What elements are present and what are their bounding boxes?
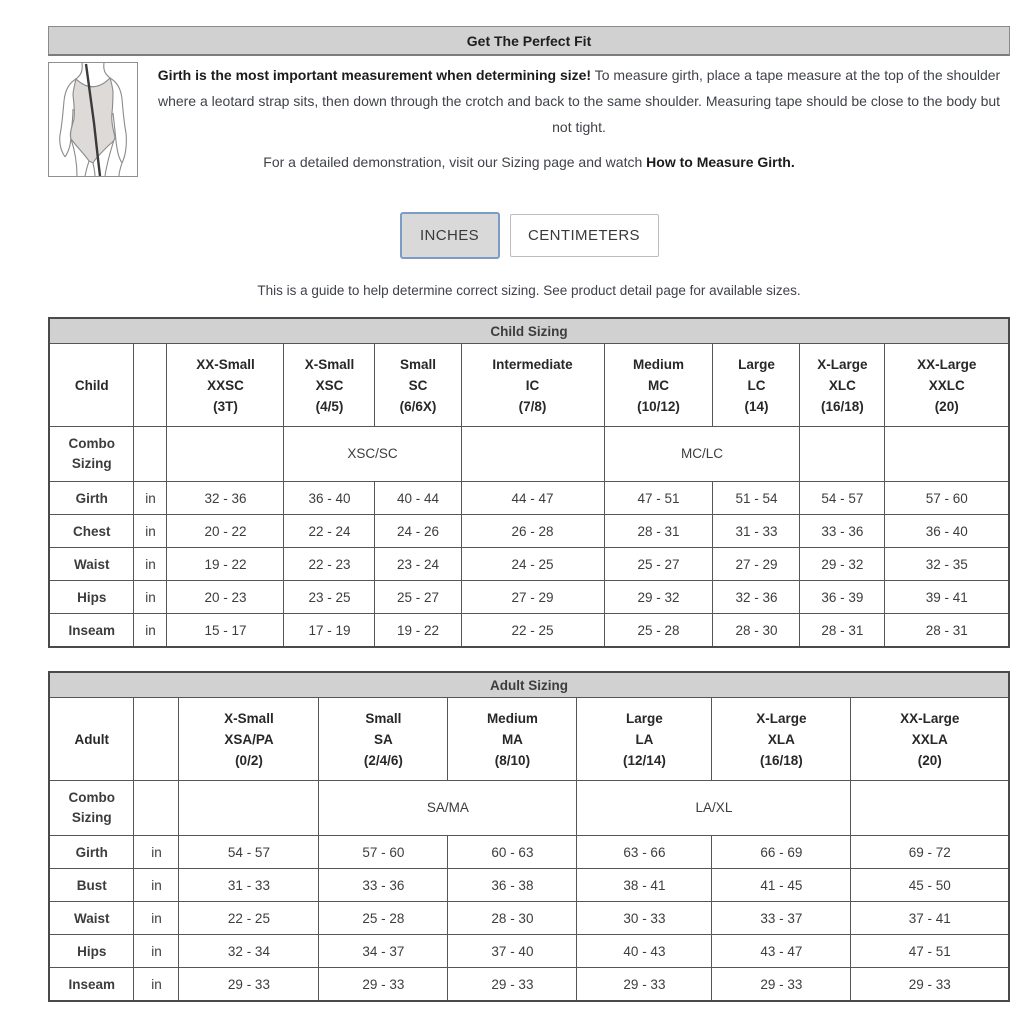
column-header-line: X-Small <box>304 356 355 372</box>
size-range-cell: 28 - 31 <box>885 614 1009 648</box>
size-range-cell: 20 - 22 <box>167 515 284 548</box>
column-header-line: (12/14) <box>623 752 666 768</box>
column-header-line: (0/2) <box>235 752 263 768</box>
table-row-label: Child <box>49 344 134 427</box>
unit-cell: in <box>134 869 179 902</box>
adult-sizing-table-container <box>48 671 1010 1002</box>
size-range-cell: 28 - 30 <box>713 614 800 648</box>
size-range-cell: 29 - 32 <box>800 548 885 581</box>
size-range-cell: 28 - 31 <box>604 515 713 548</box>
column-header-line: X-Small <box>224 710 274 726</box>
size-range-cell: 39 - 41 <box>885 581 1009 614</box>
column-header-line: (6/6X) <box>399 398 437 414</box>
measurement-row <box>49 614 1009 648</box>
size-range-cell: 22 - 25 <box>461 614 604 648</box>
size-range-cell: 33 - 37 <box>712 902 851 935</box>
unit-cell <box>134 781 179 836</box>
size-range-cell: 37 - 41 <box>851 902 1009 935</box>
measurement-label: Girth <box>49 836 134 869</box>
measurement-label: Inseam <box>49 968 134 1002</box>
size-range-cell: 66 - 69 <box>712 836 851 869</box>
size-range-cell: 36 - 39 <box>800 581 885 614</box>
measurement-row <box>49 836 1009 869</box>
size-range-cell: 26 - 28 <box>461 515 604 548</box>
combo-sizing-row <box>49 427 1009 482</box>
size-range-cell: 28 - 30 <box>448 902 577 935</box>
size-range-cell: 36 - 38 <box>448 869 577 902</box>
size-range-cell: 38 - 41 <box>577 869 712 902</box>
column-header-line: XXLA <box>911 731 948 747</box>
column-header-cell <box>851 698 1009 781</box>
size-range-cell: 31 - 33 <box>713 515 800 548</box>
column-header-line: Medium <box>633 356 685 372</box>
measurement-row <box>49 482 1009 515</box>
girth-instructions <box>148 62 1010 140</box>
column-header-line: SC <box>408 377 428 393</box>
unit-cell: in <box>134 902 179 935</box>
column-header-line: MC <box>648 377 669 393</box>
column-header-cell <box>577 698 712 781</box>
unit-cell: in <box>134 581 167 614</box>
column-header-line: LA <box>635 731 654 747</box>
unit-cell <box>134 427 167 482</box>
size-range-cell: 44 - 47 <box>461 482 604 515</box>
demo-note-bold: How to Measure Girth. <box>646 154 795 170</box>
unit-cell: in <box>134 482 167 515</box>
unit-cell: in <box>134 836 179 869</box>
size-range-cell: 54 - 57 <box>179 836 319 869</box>
size-range-cell: 32 - 36 <box>167 482 284 515</box>
unit-header-cell <box>134 344 167 427</box>
column-header-row <box>49 344 1009 427</box>
column-header-line: XXSC <box>207 377 244 393</box>
measurement-label: Inseam <box>49 614 134 648</box>
demo-note <box>48 154 1010 170</box>
table-row-label: Adult <box>49 698 134 781</box>
combo-sizing-cell: LA/XL <box>577 781 851 836</box>
size-range-cell: 43 - 47 <box>712 935 851 968</box>
intro-section <box>48 62 1010 183</box>
size-range-cell: 29 - 33 <box>319 968 448 1002</box>
unit-header-cell <box>134 698 179 781</box>
measurement-label: Waist <box>49 902 134 935</box>
column-header-line: XX-Large <box>917 356 977 372</box>
measurement-row <box>49 935 1009 968</box>
size-range-cell: 45 - 50 <box>851 869 1009 902</box>
size-range-cell: 33 - 36 <box>319 869 448 902</box>
size-range-cell: 30 - 33 <box>577 902 712 935</box>
column-header-line: Medium <box>486 710 538 726</box>
size-range-cell: 47 - 51 <box>604 482 713 515</box>
size-range-cell: 19 - 22 <box>167 548 284 581</box>
size-range-cell: 24 - 26 <box>375 515 461 548</box>
size-range-cell: 54 - 57 <box>800 482 885 515</box>
combo-sizing-cell <box>179 781 319 836</box>
size-range-cell: 25 - 27 <box>375 581 461 614</box>
column-header-line: XSC <box>315 377 344 393</box>
size-range-cell: 29 - 33 <box>712 968 851 1002</box>
size-range-cell: 32 - 35 <box>885 548 1009 581</box>
adult-sizing-table <box>48 671 1010 1002</box>
size-range-cell: 32 - 36 <box>713 581 800 614</box>
size-range-cell: 60 - 63 <box>448 836 577 869</box>
combo-sizing-cell <box>851 781 1009 836</box>
size-range-cell: 15 - 17 <box>167 614 284 648</box>
size-range-cell: 69 - 72 <box>851 836 1009 869</box>
table-title: Child Sizing <box>49 318 1009 344</box>
inches-button[interactable]: INCHES <box>400 212 500 259</box>
size-range-cell: 33 - 36 <box>800 515 885 548</box>
column-header-cell <box>319 698 448 781</box>
column-header-line: (7/8) <box>518 398 547 414</box>
size-range-cell: 19 - 22 <box>375 614 461 648</box>
measurement-row <box>49 548 1009 581</box>
column-header-line: X-Large <box>817 356 868 372</box>
column-header-line: XLA <box>767 731 795 747</box>
measurement-row <box>49 581 1009 614</box>
combo-sizing-cell <box>885 427 1009 482</box>
size-range-cell: 25 - 27 <box>604 548 713 581</box>
column-header-cell <box>800 344 885 427</box>
combo-sizing-label: Combo Sizing <box>49 781 134 836</box>
size-range-cell: 29 - 33 <box>851 968 1009 1002</box>
size-range-cell: 29 - 33 <box>179 968 319 1002</box>
column-header-cell <box>448 698 577 781</box>
measurement-row <box>49 515 1009 548</box>
column-header-line: Small <box>365 710 402 726</box>
measurement-label: Bust <box>49 869 134 902</box>
measurement-row <box>49 902 1009 935</box>
combo-sizing-cell <box>461 427 604 482</box>
child-sizing-table <box>48 317 1010 648</box>
unit-cell: in <box>134 968 179 1002</box>
size-range-cell: 29 - 32 <box>604 581 713 614</box>
column-header-line: (2/4/6) <box>363 752 403 768</box>
size-range-cell: 31 - 33 <box>179 869 319 902</box>
measurement-label: Waist <box>49 548 134 581</box>
centimeters-button[interactable]: CENTIMETERS <box>510 214 659 257</box>
column-header-cell <box>713 344 800 427</box>
size-range-cell: 20 - 23 <box>167 581 284 614</box>
size-range-cell: 37 - 40 <box>448 935 577 968</box>
combo-sizing-cell: SA/MA <box>319 781 577 836</box>
column-header-cell <box>284 344 375 427</box>
combo-sizing-label: Combo Sizing <box>49 427 134 482</box>
size-range-cell: 22 - 23 <box>284 548 375 581</box>
column-header-line: XX-Small <box>196 356 255 372</box>
column-header-line: (16/18) <box>821 398 864 414</box>
unit-cell: in <box>134 614 167 648</box>
girth-instructions-rest: To measure girth, place a tape measure at the top of the shoulder where a leotard strap sits, then down through the crotch and back to the same shoulder. Measuring tape should be close to the body but not tight. <box>157 67 1001 135</box>
size-range-cell: 51 - 54 <box>713 482 800 515</box>
size-range-cell: 25 - 28 <box>604 614 713 648</box>
column-header-cell <box>885 344 1009 427</box>
column-header-row <box>49 698 1009 781</box>
table-title-row <box>49 672 1009 698</box>
column-header-line: (3T) <box>213 398 238 414</box>
size-range-cell: 32 - 34 <box>179 935 319 968</box>
measurement-label: Girth <box>49 482 134 515</box>
column-header-cell <box>375 344 461 427</box>
size-range-cell: 17 - 19 <box>284 614 375 648</box>
combo-sizing-cell <box>167 427 284 482</box>
combo-sizing-cell: MC/LC <box>604 427 800 482</box>
column-header-cell <box>167 344 284 427</box>
unit-cell: in <box>134 515 167 548</box>
column-header-line: Small <box>399 356 436 372</box>
size-range-cell: 36 - 40 <box>885 515 1009 548</box>
demo-note-text: For a detailed demonstration, visit our Sizing page and watch <box>263 154 647 170</box>
size-range-cell: 57 - 60 <box>885 482 1009 515</box>
unit-cell: in <box>134 935 179 968</box>
size-range-cell: 40 - 44 <box>375 482 461 515</box>
size-guide-page <box>48 26 1010 1002</box>
column-header-line: (20) <box>917 752 942 768</box>
combo-sizing-cell <box>800 427 885 482</box>
column-header-line: X-Large <box>756 710 807 726</box>
girth-instructions-bold: Girth is the most important measurement when determining size! <box>157 67 592 83</box>
column-header-line: IC <box>525 377 540 393</box>
guide-note: This is a guide to help determine correct sizing. See product detail page for available sizes. <box>257 283 801 298</box>
table-title: Adult Sizing <box>49 672 1009 698</box>
size-range-cell: 23 - 25 <box>284 581 375 614</box>
size-range-cell: 24 - 25 <box>461 548 604 581</box>
size-range-cell: 28 - 31 <box>800 614 885 648</box>
column-header-cell <box>712 698 851 781</box>
page-title: Get The Perfect Fit <box>48 26 1010 56</box>
column-header-line: Large <box>626 710 663 726</box>
column-header-line: (10/12) <box>637 398 680 414</box>
column-header-line: XLC <box>828 377 856 393</box>
unit-toggle <box>48 212 1010 259</box>
size-range-cell: 41 - 45 <box>712 869 851 902</box>
girth-measurement-diagram <box>48 62 138 177</box>
column-header-line: Intermediate <box>492 356 573 372</box>
column-header-line: (16/18) <box>760 752 803 768</box>
measurement-row <box>49 869 1009 902</box>
combo-sizing-cell: XSC/SC <box>284 427 461 482</box>
measurement-row <box>49 968 1009 1002</box>
column-header-line: (8/10) <box>494 752 531 768</box>
size-range-cell: 22 - 25 <box>179 902 319 935</box>
size-range-cell: 27 - 29 <box>461 581 604 614</box>
column-header-line: LC <box>747 377 766 393</box>
size-range-cell: 47 - 51 <box>851 935 1009 968</box>
column-header-line: XX-Large <box>900 710 960 726</box>
size-range-cell: 27 - 29 <box>713 548 800 581</box>
size-range-cell: 34 - 37 <box>319 935 448 968</box>
size-range-cell: 36 - 40 <box>284 482 375 515</box>
measurement-label: Hips <box>49 935 134 968</box>
column-header-cell <box>604 344 713 427</box>
column-header-line: MA <box>501 731 523 747</box>
column-header-line: SA <box>374 731 393 747</box>
combo-sizing-row <box>49 781 1009 836</box>
child-sizing-table-container <box>48 317 1010 648</box>
column-header-cell <box>179 698 319 781</box>
table-title-row <box>49 318 1009 344</box>
column-header-line: XXLC <box>928 377 965 393</box>
column-header-line: (4/5) <box>315 398 344 414</box>
size-range-cell: 29 - 33 <box>577 968 712 1002</box>
size-range-cell: 23 - 24 <box>375 548 461 581</box>
column-header-line: (14) <box>744 398 769 414</box>
measurement-label: Hips <box>49 581 134 614</box>
size-range-cell: 63 - 66 <box>577 836 712 869</box>
size-range-cell: 22 - 24 <box>284 515 375 548</box>
column-header-line: Large <box>738 356 775 372</box>
leotard-figure-icon <box>49 63 137 176</box>
size-range-cell: 25 - 28 <box>319 902 448 935</box>
unit-cell: in <box>134 548 167 581</box>
size-range-cell: 29 - 33 <box>448 968 577 1002</box>
size-range-cell: 57 - 60 <box>319 836 448 869</box>
measurement-label: Chest <box>49 515 134 548</box>
column-header-cell <box>461 344 604 427</box>
size-range-cell: 40 - 43 <box>577 935 712 968</box>
column-header-line: XSA/PA <box>224 731 274 747</box>
column-header-line: (20) <box>934 398 959 414</box>
